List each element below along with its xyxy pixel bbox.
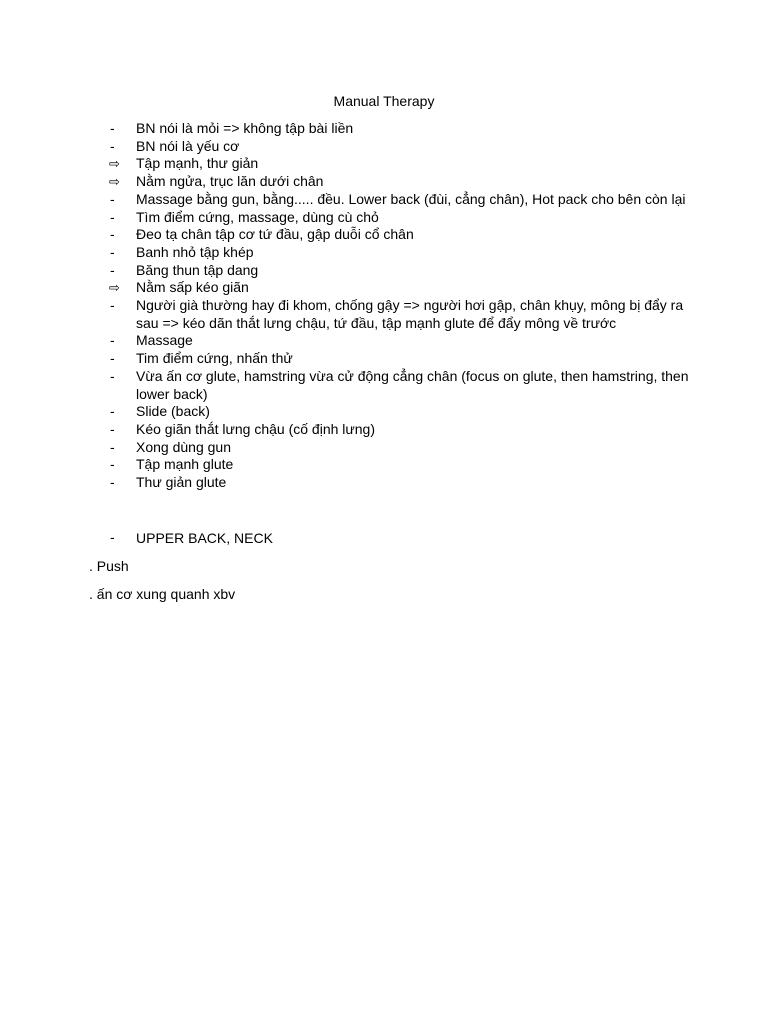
list-item-text: Nằm sấp kéo giãn [136, 279, 249, 296]
dash-bullet: - [110, 474, 115, 491]
dash-bullet: - [110, 350, 115, 367]
list-item-text: Tập mạnh glute [136, 456, 234, 473]
list-item [0, 368, 696, 403]
document-title: Manual Therapy [333, 93, 435, 109]
dash-bullet: - [110, 367, 115, 384]
dash-bullet: - [110, 297, 115, 314]
section-heading [0, 529, 696, 547]
note-line-push: . Push [89, 558, 129, 574]
arrow-bullet-icon: ⇨ [109, 174, 120, 190]
list-item [0, 403, 696, 421]
list-item-text: Người già thường hay đi khom, chống gậy => người hơi gập, chân khụy, mông bị đẩy ra sau => kéo dãn thắt lưng chậu, tứ đầu, tập mạnh glute để đẩy mông về trước [136, 297, 684, 331]
list-item-text: BN nói là yếu cơ [136, 137, 240, 154]
list-item [0, 120, 696, 138]
list-item [0, 332, 696, 350]
list-item [0, 421, 696, 439]
list-item-text: Massage bằng gun, bằng..... đều. Lower back (đùi, cẳng chân), Hot pack cho bên còn lại [136, 190, 686, 207]
list-item-text: Thư giản glute [136, 474, 227, 491]
dash-bullet: - [110, 261, 115, 278]
dash-bullet: - [110, 120, 115, 136]
list-item [0, 439, 696, 457]
list-item [0, 262, 696, 280]
dash-bullet: - [110, 420, 115, 437]
list-item-text: Tập mạnh, thư giản [136, 155, 259, 172]
list-item-text: Băng thun tập dang [136, 261, 259, 278]
dash-bullet: - [110, 403, 115, 420]
list-item [0, 155, 696, 173]
arrow-bullet-icon: ⇨ [109, 156, 120, 172]
list-item [0, 244, 696, 262]
bullet-list [0, 120, 768, 492]
list-item-text: Kéo giãn thắt lưng chậu (cố định lưng) [136, 420, 376, 437]
list-item-text: Nằm ngửa, trục lăn dưới chân [136, 173, 324, 190]
list-item-text: Tìm điểm cứng, massage, dùng cù chỏ [136, 208, 379, 225]
list-item-text: Banh nhỏ tập khép [136, 243, 254, 260]
list-item-text: Vừa ấn cơ glute, hamstring vừa cử động cẳng chân (focus on glute, then hamstring, then lower back) [136, 367, 689, 402]
list-item-text: Tim điểm cứng, nhấn thử [136, 350, 293, 367]
dash-bullet: - [110, 190, 115, 207]
dash-bullet: - [110, 456, 115, 473]
dash-bullet: - [110, 226, 115, 243]
section-heading-text: UPPER BACK, NECK [136, 530, 273, 546]
note-line-muscle: . ấn cơ xung quanh xbv [89, 586, 236, 602]
list-item-text: Slide (back) [136, 403, 210, 420]
list-item [0, 279, 696, 297]
list-item [0, 209, 696, 227]
list-item [0, 474, 696, 492]
list-item [0, 456, 696, 474]
list-item [0, 226, 696, 244]
arrow-bullet-icon: ⇨ [109, 280, 120, 296]
list-item [0, 191, 696, 209]
dash-bullet: - [110, 137, 115, 154]
list-item-text: Xong dùng gun [136, 438, 231, 455]
list-item [0, 350, 696, 368]
dash-bullet: - [110, 332, 115, 349]
dash-bullet: - [110, 243, 115, 260]
list-item-text: BN nói là mỏi => không tập bài liền [136, 120, 354, 136]
list-item [0, 297, 696, 332]
dash-bullet: - [110, 529, 115, 545]
upper-back-section [0, 529, 768, 547]
list-item-text: Đeo tạ chân tập cơ tứ đầu, gập duỗi cổ chân [136, 226, 414, 243]
dash-bullet: - [110, 438, 115, 455]
list-item [0, 173, 696, 191]
list-item [0, 138, 696, 156]
dash-bullet: - [110, 208, 115, 225]
list-item-text: Massage [136, 332, 193, 349]
